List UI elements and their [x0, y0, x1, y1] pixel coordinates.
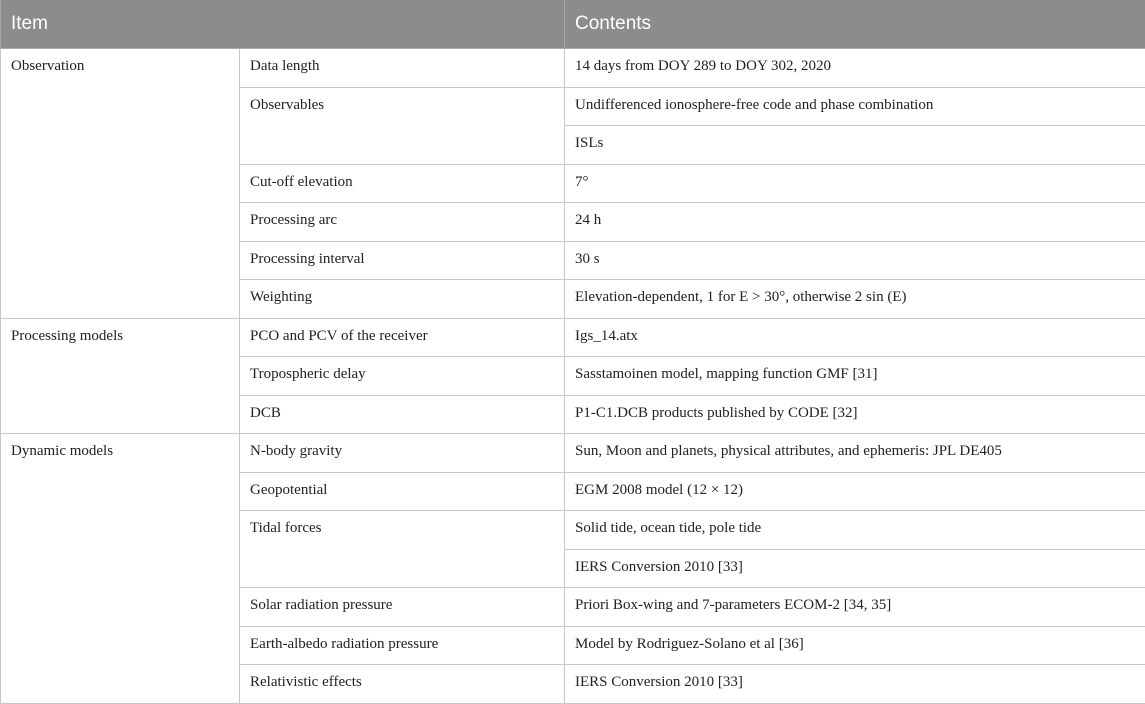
row-label: Relativistic effects	[240, 665, 565, 704]
row-label: Tidal forces	[240, 511, 565, 588]
row-contents: 24 h	[565, 203, 1145, 242]
row-contents: EGM 2008 model (12 × 12)	[565, 472, 1145, 511]
row-label: Solar radiation pressure	[240, 588, 565, 627]
row-contents: Sasstamoinen model, mapping function GMF [31]	[565, 357, 1145, 396]
row-label: Weighting	[240, 280, 565, 319]
row-contents: 30 s	[565, 241, 1145, 280]
header-item: Item	[1, 0, 565, 49]
row-contents: P1-C1.DCB products published by CODE [32]	[565, 395, 1145, 434]
row-label: N-body gravity	[240, 434, 565, 473]
table-row	[1, 49, 1145, 88]
table-row	[1, 434, 1145, 473]
table-body	[1, 49, 1145, 704]
row-label: Geopotential	[240, 472, 565, 511]
row-contents: Elevation-dependent, 1 for E > 30°, otherwise 2 sin (E)	[565, 280, 1145, 319]
group-label: Observation	[1, 49, 240, 319]
row-label: Earth-albedo radiation pressure	[240, 626, 565, 665]
row-label: DCB	[240, 395, 565, 434]
row-contents: ISLs	[565, 126, 1145, 165]
row-contents: IERS Conversion 2010 [33]	[565, 549, 1145, 588]
header-contents: Contents	[565, 0, 1145, 49]
row-contents: 7°	[565, 164, 1145, 203]
row-contents: Priori Box-wing and 7-parameters ECOM-2 [34, 35]	[565, 588, 1145, 627]
table-row	[1, 318, 1145, 357]
row-label: Tropospheric delay	[240, 357, 565, 396]
row-contents: Sun, Moon and planets, physical attributes, and ephemeris: JPL DE405	[565, 434, 1145, 473]
row-label: PCO and PCV of the receiver	[240, 318, 565, 357]
group-label: Processing models	[1, 318, 240, 434]
row-label: Cut-off elevation	[240, 164, 565, 203]
row-label: Observables	[240, 87, 565, 164]
header-row	[1, 0, 1145, 49]
row-contents: Model by Rodriguez-Solano et al [36]	[565, 626, 1145, 665]
row-label: Data length	[240, 49, 565, 88]
row-contents: Igs_14.atx	[565, 318, 1145, 357]
row-contents: Undifferenced ionosphere-free code and phase combination	[565, 87, 1145, 126]
row-label: Processing arc	[240, 203, 565, 242]
row-contents: Solid tide, ocean tide, pole tide	[565, 511, 1145, 550]
group-label: Dynamic models	[1, 434, 240, 704]
row-contents: IERS Conversion 2010 [33]	[565, 665, 1145, 704]
row-contents: 14 days from DOY 289 to DOY 302, 2020	[565, 49, 1145, 88]
row-label: Processing interval	[240, 241, 565, 280]
